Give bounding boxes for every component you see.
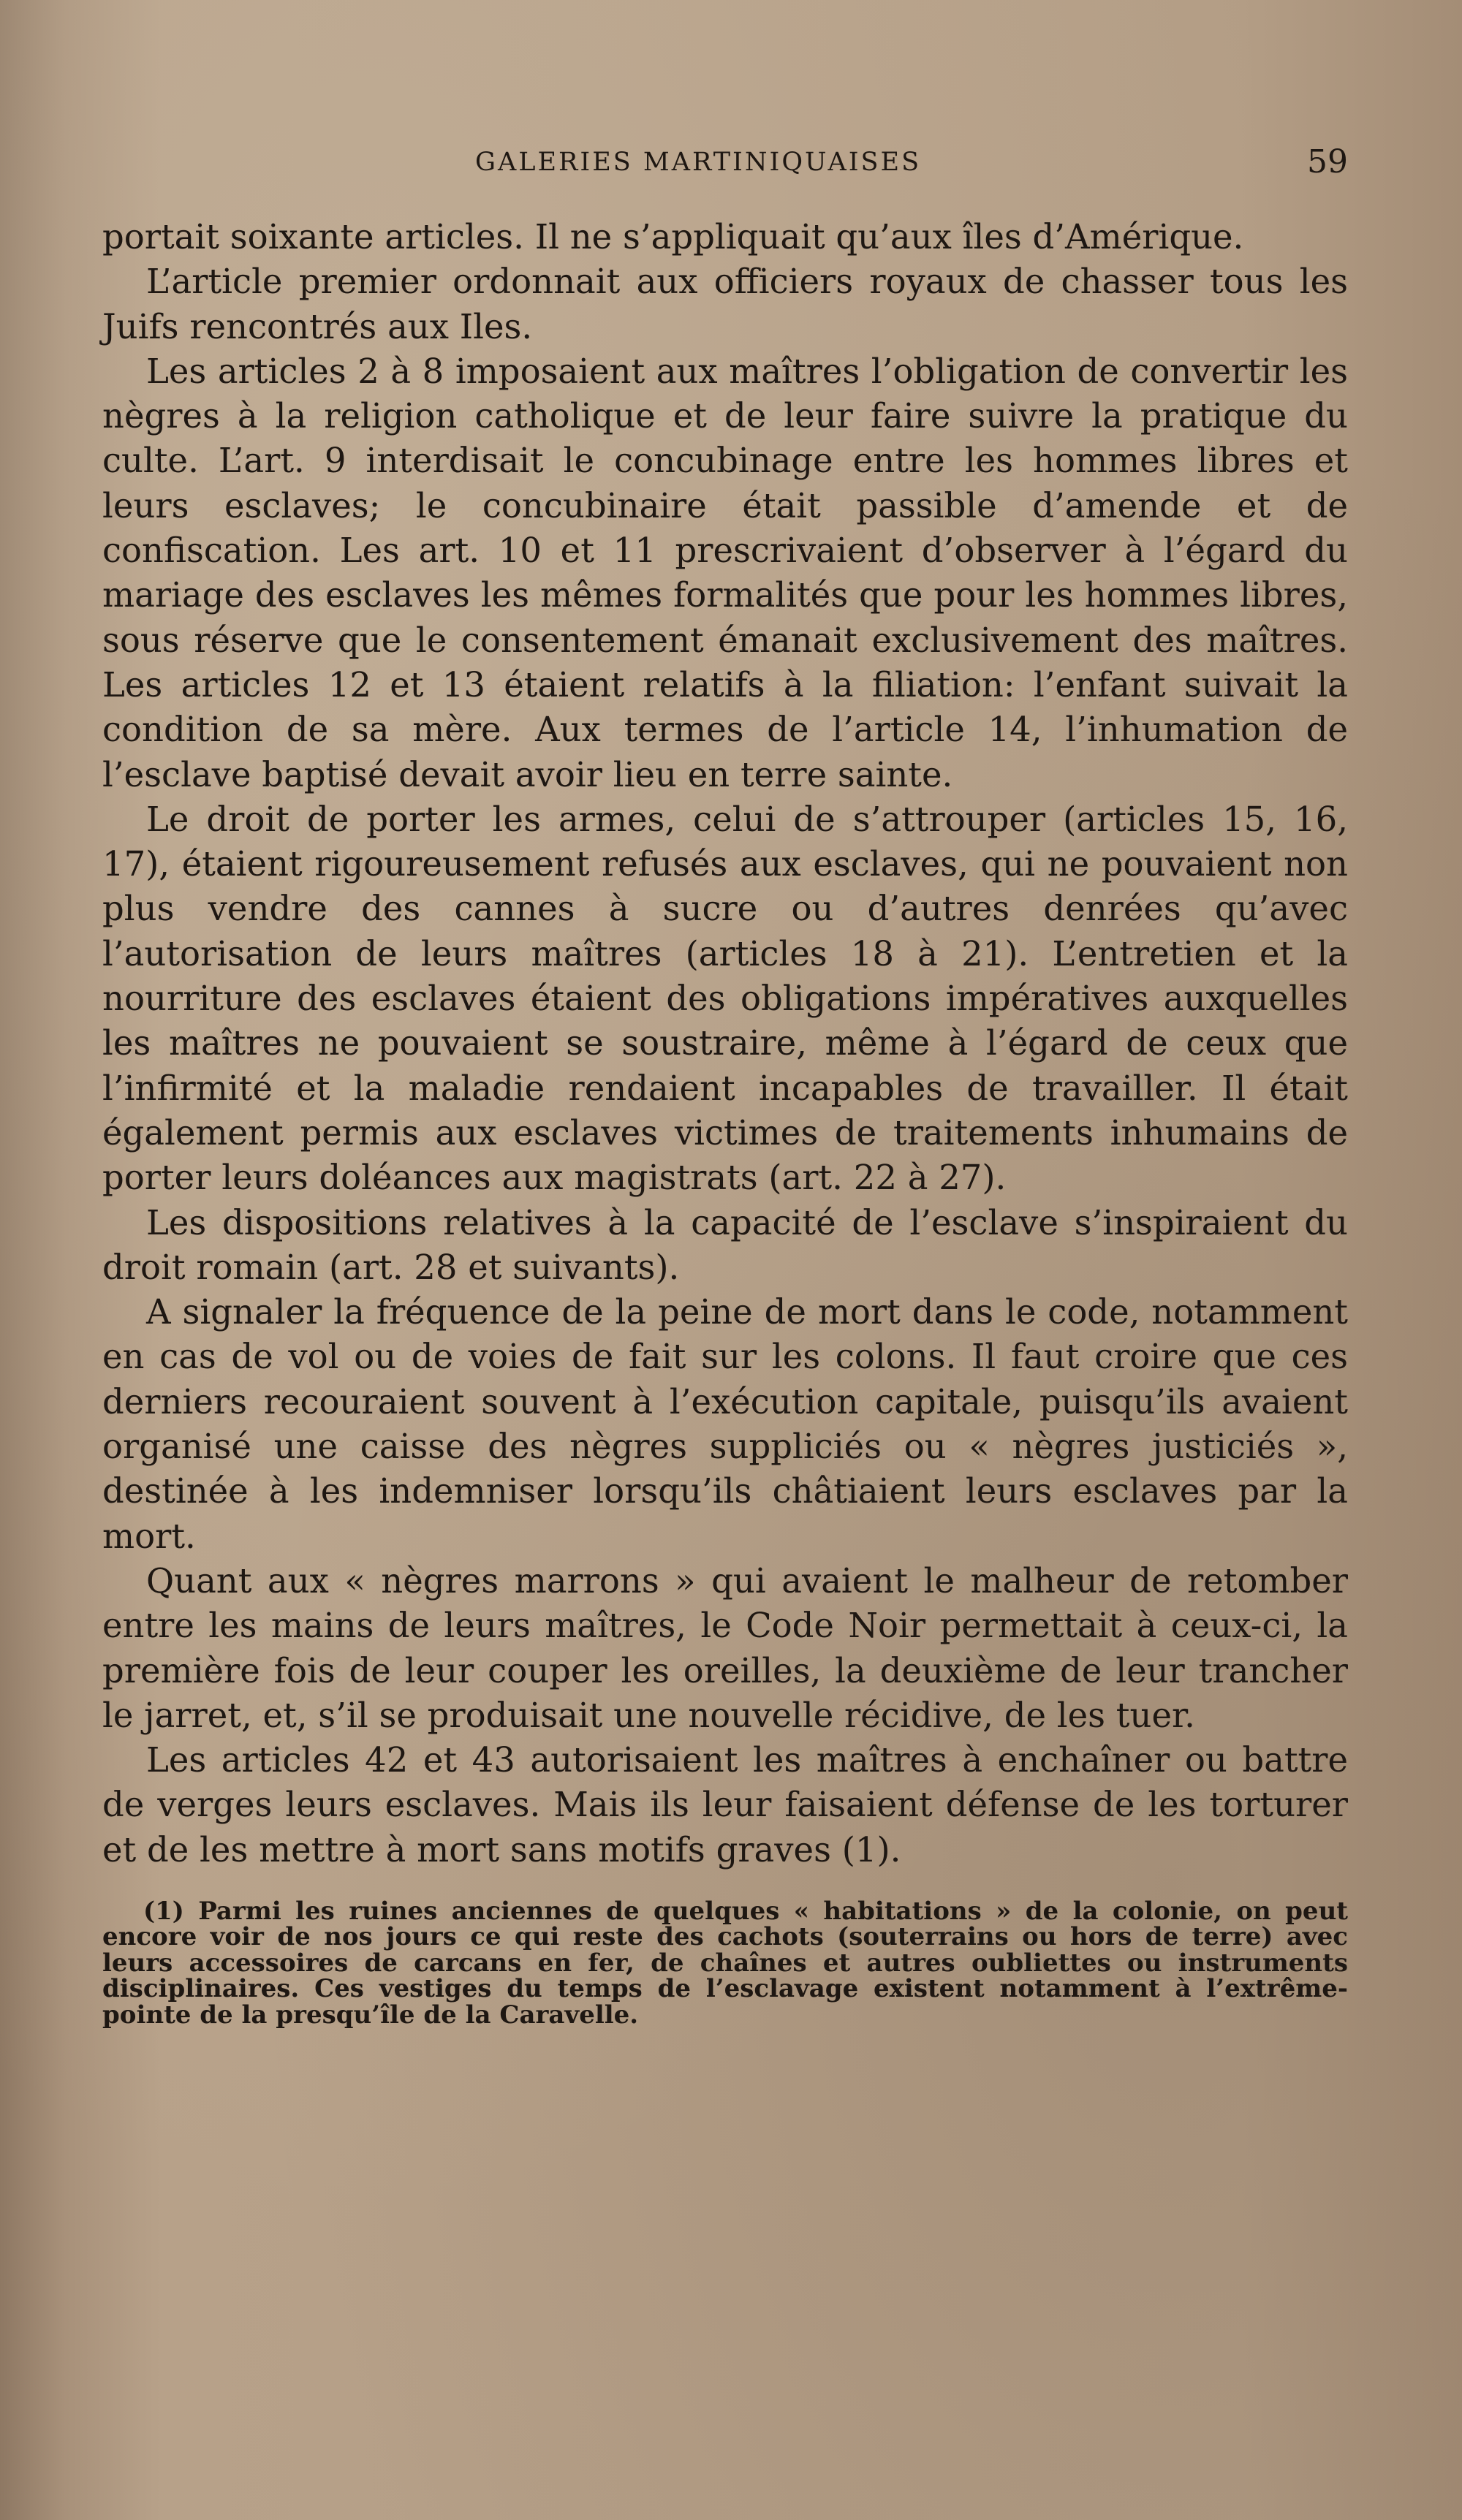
running-title: GALERIES MARTINIQUAISES bbox=[475, 148, 922, 177]
footnote-marker: (1) bbox=[143, 1896, 184, 1926]
paragraph-7: Quant aux « nègres marrons » qui avaient le malheur de retomber entre les mains de leurs maîtres, le Code Noir permettait à ceux-ci, la première fois de leur couper les oreilles, la deuxième de leur trancher le jarret, et, s’il se produisait une nouvelle récidive, de les tuer. bbox=[102, 1560, 1348, 1735]
page-number: 59 bbox=[1307, 143, 1348, 181]
book-page bbox=[102, 139, 1348, 2028]
running-head bbox=[102, 139, 1348, 190]
footnote-text: Parmi les ruines anciennes de quelques « habitations » de la colonie, on peut encore voir de nos jours ce qui reste des cachots (souterrains ou hors de terre) avec leurs accessoires de carcans en fer, de chaînes et autres oubliettes ou instruments disciplinaires. Ces vestiges du temps de l’esclavage existent notamment à l’extrême-pointe de la presqu’île de la Caravelle. bbox=[102, 1896, 1348, 2030]
paragraph-8: Les articles 42 et 43 autorisaient les maîtres à enchaîner ou battre de verges leurs esclaves. Mais ils leur faisaient défense de les torturer et de les mettre à mort sans motifs graves (1). bbox=[102, 1740, 1348, 1870]
paragraph-3: Les articles 2 à 8 imposaient aux maîtres l’obligation de convertir les nègres à la religion catholique et de leur faire suivre la pratique du culte. L’art. 9 interdisait le concubinage entre les hommes libres et leurs esclaves; le concubinaire était passible d’amende et de confiscation. Les art. 10 et 11 prescrivaient d’observer à l’égard du mariage des esclaves les mêmes formalités que pour les hommes libres, sous réserve que le consentement émanait exclusivement des maîtres. Les articles 12 et 13 étaient relatifs à la filiation: l’enfant suivait la condition de sa mère. Aux termes de l’article 14, l’inhumation de l’esclave baptisé devait avoir lieu en terre sainte. bbox=[102, 351, 1348, 794]
paragraph-1: portait soixante articles. Il ne s’appliquait qu’aux îles d’Amérique. bbox=[102, 217, 1244, 257]
footnote bbox=[102, 1896, 1348, 2030]
body-text bbox=[102, 215, 1348, 1872]
paragraph-4: Le droit de porter les armes, celui de s’attrouper (articles 15, 16, 17), étaient rigoureusement refusés aux esclaves, qui ne pouvaient non plus vendre des cannes à sucre ou d’autres denrées qu’avec l’autorisation de leurs maîtres (articles 18 à 21). L’entretien et la nourriture des esclaves étaient des obligations impératives auxquelles les maîtres ne pouvaient se soustraire, même à l’égard de ceux que l’infirmité et la maladie rendaient incapables de travailler. Il était également permis aux esclaves victimes de traitements inhumains de porter leurs doléances aux magistrats (art. 22 à 27). bbox=[102, 799, 1348, 1198]
paragraph-2: L’article premier ordonnait aux officiers royaux de chasser tous les Juifs rencontrés aux Iles. bbox=[102, 262, 1348, 346]
paragraph-6: A signaler la fréquence de la peine de mort dans le code, notamment en cas de vol ou de voies de fait sur les colons. Il faut croire que ces derniers recouraient souvent à l’exécution capitale, puisqu’ils avaient organisé une caisse des nègres suppliciés ou « nègres justiciés », destinée à les indemniser lorsqu’ils châtiaient leurs esclaves par la mort. bbox=[102, 1292, 1348, 1556]
paragraph-5: Les dispositions relatives à la capacité de l’esclave s’inspiraient du droit romain (art. 28 et suivants). bbox=[102, 1202, 1348, 1287]
